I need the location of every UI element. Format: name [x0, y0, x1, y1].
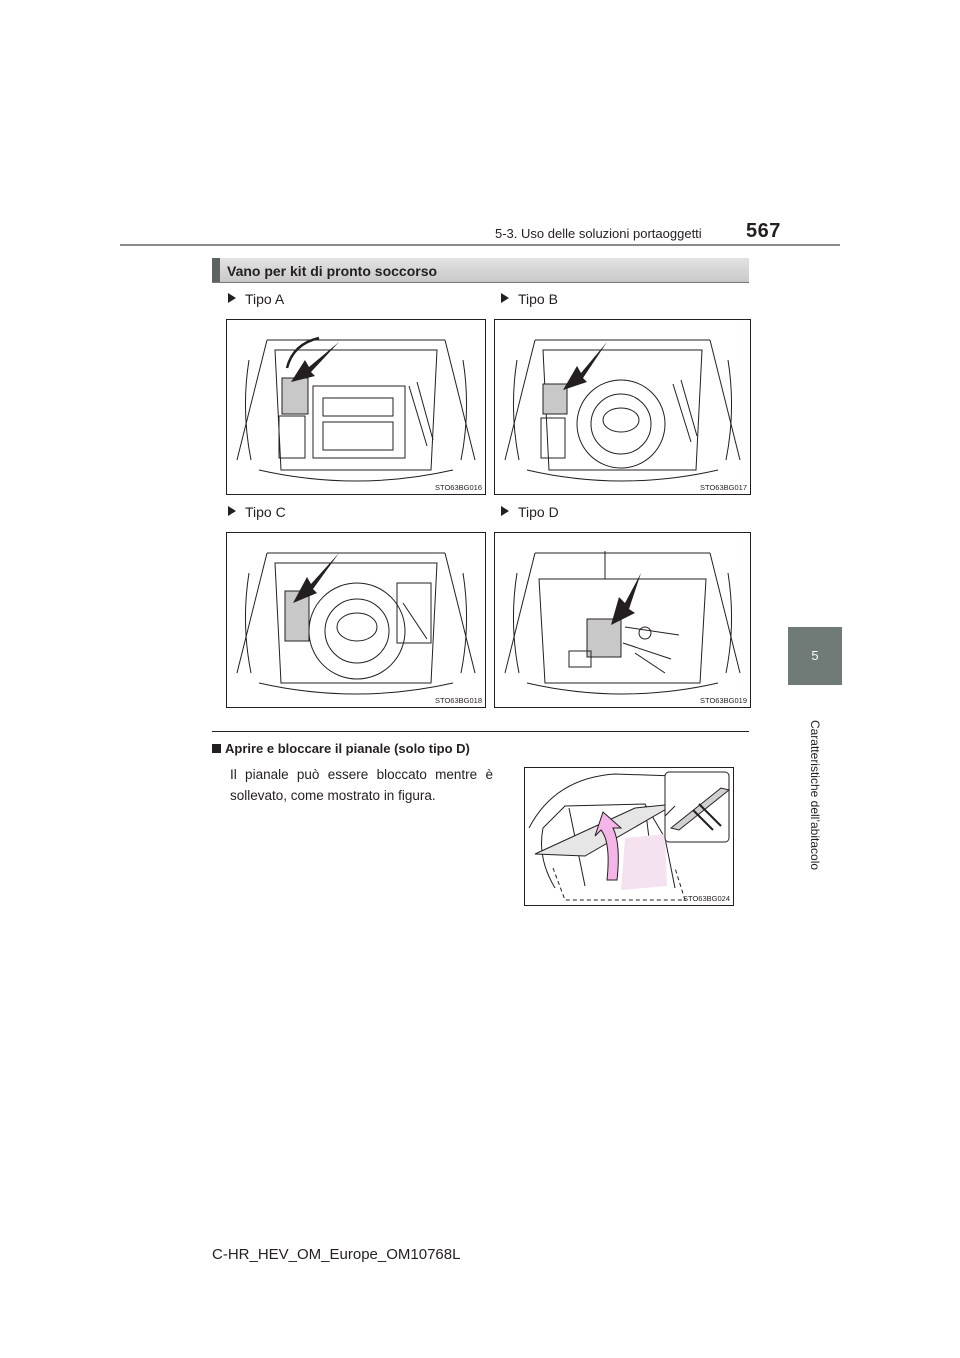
- section-title: Vano per kit di pronto soccorso: [227, 263, 438, 279]
- image-code: STO63BG017: [700, 483, 747, 492]
- variant-label-text: Tipo C: [245, 504, 286, 520]
- page-number: 567: [746, 220, 781, 242]
- header-rule: [120, 244, 840, 246]
- luggage-area-type-c-drawing: [227, 533, 485, 707]
- subsection-rule: [212, 731, 749, 732]
- floor-lift-drawing: [525, 768, 733, 905]
- square-bullet-icon: [212, 744, 221, 753]
- section-title-accent: [212, 258, 220, 282]
- triangle-bullet-icon: [228, 293, 236, 303]
- variant-label-text: Tipo B: [518, 291, 558, 307]
- image-code: STO63BG016: [435, 483, 482, 492]
- variant-label-text: Tipo A: [245, 291, 285, 307]
- triangle-bullet-icon: [501, 506, 509, 516]
- chapter-tab-label: [788, 700, 842, 890]
- subsection-heading: [212, 741, 470, 756]
- variant-label-c: [228, 504, 286, 520]
- footer-document-id: C-HR_HEV_OM_Europe_OM10768L: [212, 1246, 461, 1263]
- illustration-type-d: [494, 532, 751, 708]
- illustration-floor-lift: [524, 767, 734, 906]
- variant-label-a: [228, 291, 284, 307]
- chapter-tab-number: 5: [788, 627, 842, 685]
- variant-label-text: Tipo D: [518, 504, 559, 520]
- luggage-area-type-a-drawing: [227, 320, 485, 494]
- pointer-arrow-icon: [563, 342, 607, 390]
- illustration-type-c: [226, 532, 486, 708]
- triangle-bullet-icon: [228, 506, 236, 516]
- luggage-area-type-d-drawing: [495, 533, 750, 707]
- variant-label-b: [501, 291, 558, 307]
- illustration-type-a: [226, 319, 486, 495]
- image-code: STO63BG018: [435, 696, 482, 705]
- luggage-area-type-b-drawing: [495, 320, 750, 494]
- subsection-heading-text: Aprire e bloccare il pianale (solo tipo D): [225, 741, 470, 756]
- triangle-bullet-icon: [501, 293, 509, 303]
- image-code: STO63BG019: [700, 696, 747, 705]
- illustration-type-b: [494, 319, 751, 495]
- pointer-arrow-icon: [611, 573, 641, 625]
- image-code: STO63BG024: [683, 894, 730, 903]
- pointer-arrow-icon: [293, 553, 339, 603]
- variant-label-d: [501, 504, 559, 520]
- subsection-body-text: Il pianale può essere bloccato mentre è sollevato, come mostrato in figura.: [230, 767, 493, 803]
- chapter-tab-title: Caratteristiche dell’abitacolo: [808, 719, 822, 871]
- header-section-title: 5-3. Uso delle soluzioni portaoggetti: [495, 226, 702, 241]
